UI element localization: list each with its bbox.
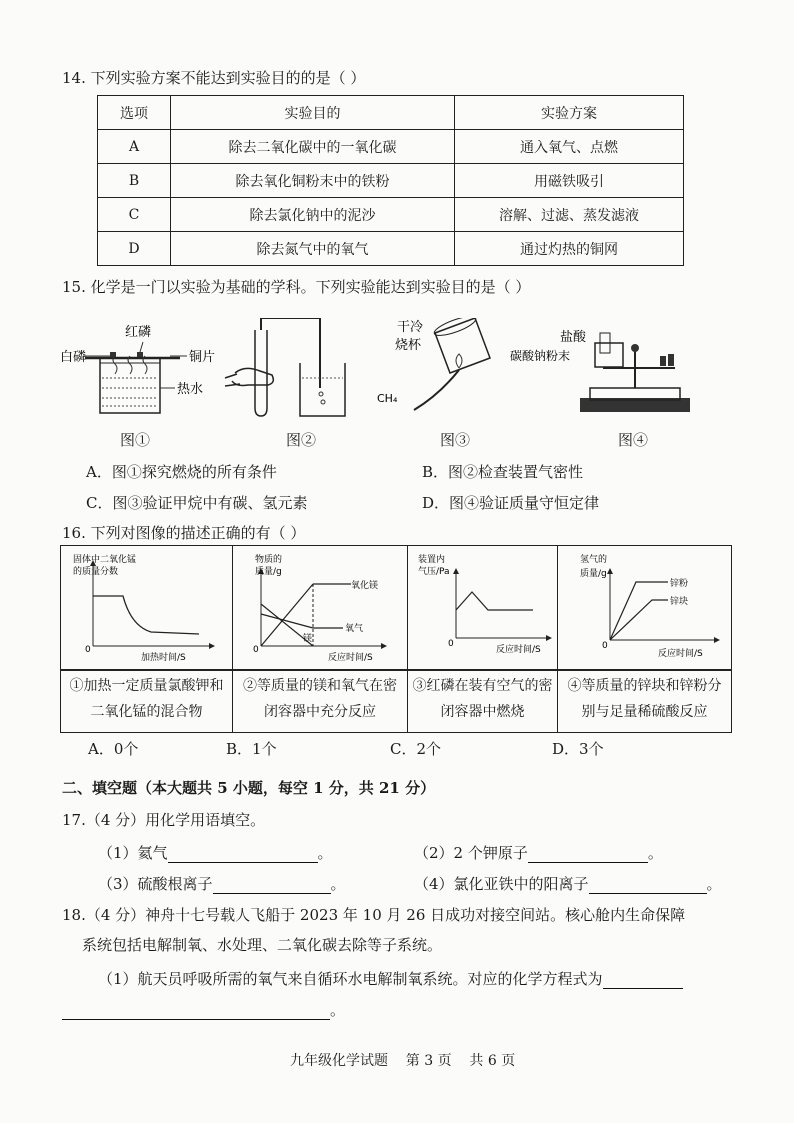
- graph4-panel: [557, 545, 732, 671]
- q15-option-d: D．图④验证质量守恒定律: [422, 494, 600, 512]
- header-option: 选项: [98, 96, 171, 130]
- caption-1: ①加热一定质量氯酸钾和二氧化锰的混合物: [61, 670, 233, 732]
- q16-option-c: C．2个: [390, 740, 442, 758]
- cell: 通过灼热的铜网: [455, 232, 684, 266]
- q17-part-2: [414, 843, 663, 863]
- graph2: [233, 546, 408, 670]
- q17-part-3-label: （3）硫酸根离子: [98, 875, 213, 893]
- fig4-apparatus: [580, 333, 690, 412]
- q17-part-1: [98, 843, 333, 863]
- label-beaker-2: 烧杯: [395, 338, 422, 353]
- q16-captions: [60, 669, 732, 733]
- section-2-title: 二、填空题（本大题共 5 小题，每空 1 分，共 21 分）: [62, 779, 436, 797]
- q17-part-3: [98, 874, 346, 894]
- q17-stem: 17.（4 分）用化学用语填空。: [62, 811, 266, 829]
- q16-option-a: A．0个: [88, 740, 139, 758]
- cell: 除去二氧化碳中的一氧化碳: [171, 130, 455, 164]
- header-goal: 实验目的: [171, 96, 455, 130]
- q15-option-c: C．图③验证甲烷中有碳、氢元素: [86, 494, 308, 512]
- graph4-ylabel-1: 氢气的: [580, 555, 608, 565]
- q17-part-2-label: （2）2 个钾原子: [414, 844, 528, 862]
- table-row: [98, 164, 684, 198]
- graph1-origin: 0: [85, 645, 91, 655]
- cell: D: [98, 232, 171, 266]
- answer-blank[interactable]: [589, 877, 707, 894]
- graph1-ylabel-2: 的质量分数: [73, 567, 119, 577]
- table-row: [98, 198, 684, 232]
- q18-line-1: 18.（4 分）神舟十七号载人飞船于 2023 年 10 月 26 日成功对接空间站。核心舱内生命保障: [62, 906, 686, 924]
- graph4-origin: 0: [602, 641, 608, 651]
- graph4-ylabel-2: 质量/g: [580, 569, 607, 579]
- page-footer: 九年级化学试题 第 3 页 共 6 页: [290, 1053, 516, 1069]
- graph2-series-mgo: 氧化镁: [351, 581, 379, 591]
- q15-figures: [55, 318, 735, 418]
- graph2-origin: 0: [253, 645, 259, 655]
- q16-option-b: B．1个: [226, 740, 277, 758]
- period: 。: [330, 1001, 346, 1019]
- q17-part-4: [414, 874, 722, 894]
- caption-2: ②等质量的镁和氧气在密闭容器中充分反应: [233, 670, 408, 732]
- label-beaker-1: 干冷: [397, 320, 424, 335]
- cell: 除去氧化铜粉末中的铁粉: [171, 164, 455, 198]
- caption-3: ③红磷在装有空气的密闭容器中燃烧: [408, 670, 558, 732]
- answer-blank[interactable]: [62, 1003, 330, 1020]
- q18-part-1: [98, 969, 683, 989]
- label-methane: CH₄: [377, 392, 398, 405]
- cell: 溶解、过滤、蒸发滤液: [455, 198, 684, 232]
- answer-blank[interactable]: [213, 877, 331, 894]
- q15-option-a: A．图①探究燃烧的所有条件: [86, 463, 277, 481]
- label-hot-water: 热水: [177, 382, 204, 397]
- label-hcl: 盐酸: [560, 330, 587, 345]
- answer-blank[interactable]: [528, 846, 648, 863]
- graph1-ylabel-1: 固体中二氧化锰: [73, 555, 137, 565]
- graph2-series-mg: 镁: [303, 634, 313, 644]
- fig1-caption: 图①: [120, 431, 151, 449]
- graph4-series-powder: 锌粉: [670, 579, 689, 589]
- graph2-panel: [232, 545, 408, 671]
- fig3-caption: 图③: [440, 431, 471, 449]
- graph3-panel: [407, 545, 558, 671]
- q15-stem: 15. 化学是一门以实验为基础的学科。下列实验能达到实验目的是（ ）: [62, 278, 531, 296]
- cell: 通入氧气、点燃: [455, 130, 684, 164]
- graph1: [61, 546, 233, 670]
- graph3-xlabel: 反应时间/S: [496, 645, 541, 655]
- graph4-xlabel: 反应时间/S: [658, 649, 703, 659]
- graph2-xlabel: 反应时间/S: [328, 653, 373, 663]
- q16-option-d: D．3个: [552, 740, 604, 758]
- cell: A: [98, 130, 171, 164]
- table-row: [98, 232, 684, 266]
- graph2-ylabel-1: 物质的: [255, 555, 283, 565]
- fig3-apparatus: [414, 318, 490, 410]
- q14-stem: 14. 下列实验方案不能达到实验目的的是（ ）: [62, 69, 366, 87]
- q17-part-1-label: （1）氦气: [98, 844, 168, 862]
- q16-stem: 16. 下列对图像的描述正确的有（ ）: [62, 524, 306, 542]
- cell: B: [98, 164, 171, 198]
- cell: 用磁铁吸引: [455, 164, 684, 198]
- period: 。: [647, 844, 663, 862]
- fig4-caption: 图④: [618, 431, 649, 449]
- graph3-ylabel-2: 气压/Pa: [418, 567, 450, 577]
- period: 。: [706, 875, 722, 893]
- graph3-ylabel-1: 装置内: [418, 555, 446, 565]
- label-copper: 铜片: [189, 350, 216, 365]
- graph4: [558, 546, 731, 670]
- label-white-phosphorus: 白磷: [60, 350, 87, 365]
- period: 。: [317, 844, 333, 862]
- graph2-series-o2: 氧气: [345, 624, 364, 634]
- q17-part-4-label: （4）氯化亚铁中的阳离子: [414, 875, 589, 893]
- graph4-series-block: 锌块: [670, 597, 689, 607]
- period: 。: [330, 875, 346, 893]
- q14-table: [97, 95, 684, 266]
- fig1-apparatus: [85, 342, 187, 413]
- cell: C: [98, 198, 171, 232]
- graph3: [408, 546, 558, 670]
- graph3-origin: 0: [448, 639, 454, 649]
- graph2-ylabel-2: 质量/g: [255, 567, 282, 577]
- q15-option-b: B．图②检查装置气密性: [422, 463, 584, 481]
- q18-line-2: 系统包括电解制氧、水处理、二氧化碳去除等子系统。: [82, 936, 443, 954]
- cell: 除去氮气中的氧气: [171, 232, 455, 266]
- table-header-row: [98, 96, 684, 130]
- table-row: [98, 130, 684, 164]
- q18-part-1-cont: [62, 1000, 345, 1020]
- graph1-panel: [60, 545, 233, 671]
- caption-4: ④等质量的锌块和锌粉分别与足量稀硫酸反应: [567, 678, 722, 720]
- header-plan: 实验方案: [455, 96, 684, 130]
- graph1-xlabel: 加热时间/S: [141, 653, 186, 663]
- label-sodium-carbonate: 碳酸钠粉末: [510, 349, 571, 363]
- cell: 除去氯化钠中的泥沙: [171, 198, 455, 232]
- fig2-apparatus: [225, 318, 345, 416]
- fig2-caption: 图②: [286, 431, 317, 449]
- answer-blank[interactable]: [168, 846, 318, 863]
- label-red-phosphorus: 红磷: [125, 325, 152, 340]
- answer-blank[interactable]: [603, 972, 683, 989]
- q18-part-1-label: （1）航天员呼吸所需的氧气来自循环水电解制氧系统。对应的化学方程式为: [98, 970, 603, 988]
